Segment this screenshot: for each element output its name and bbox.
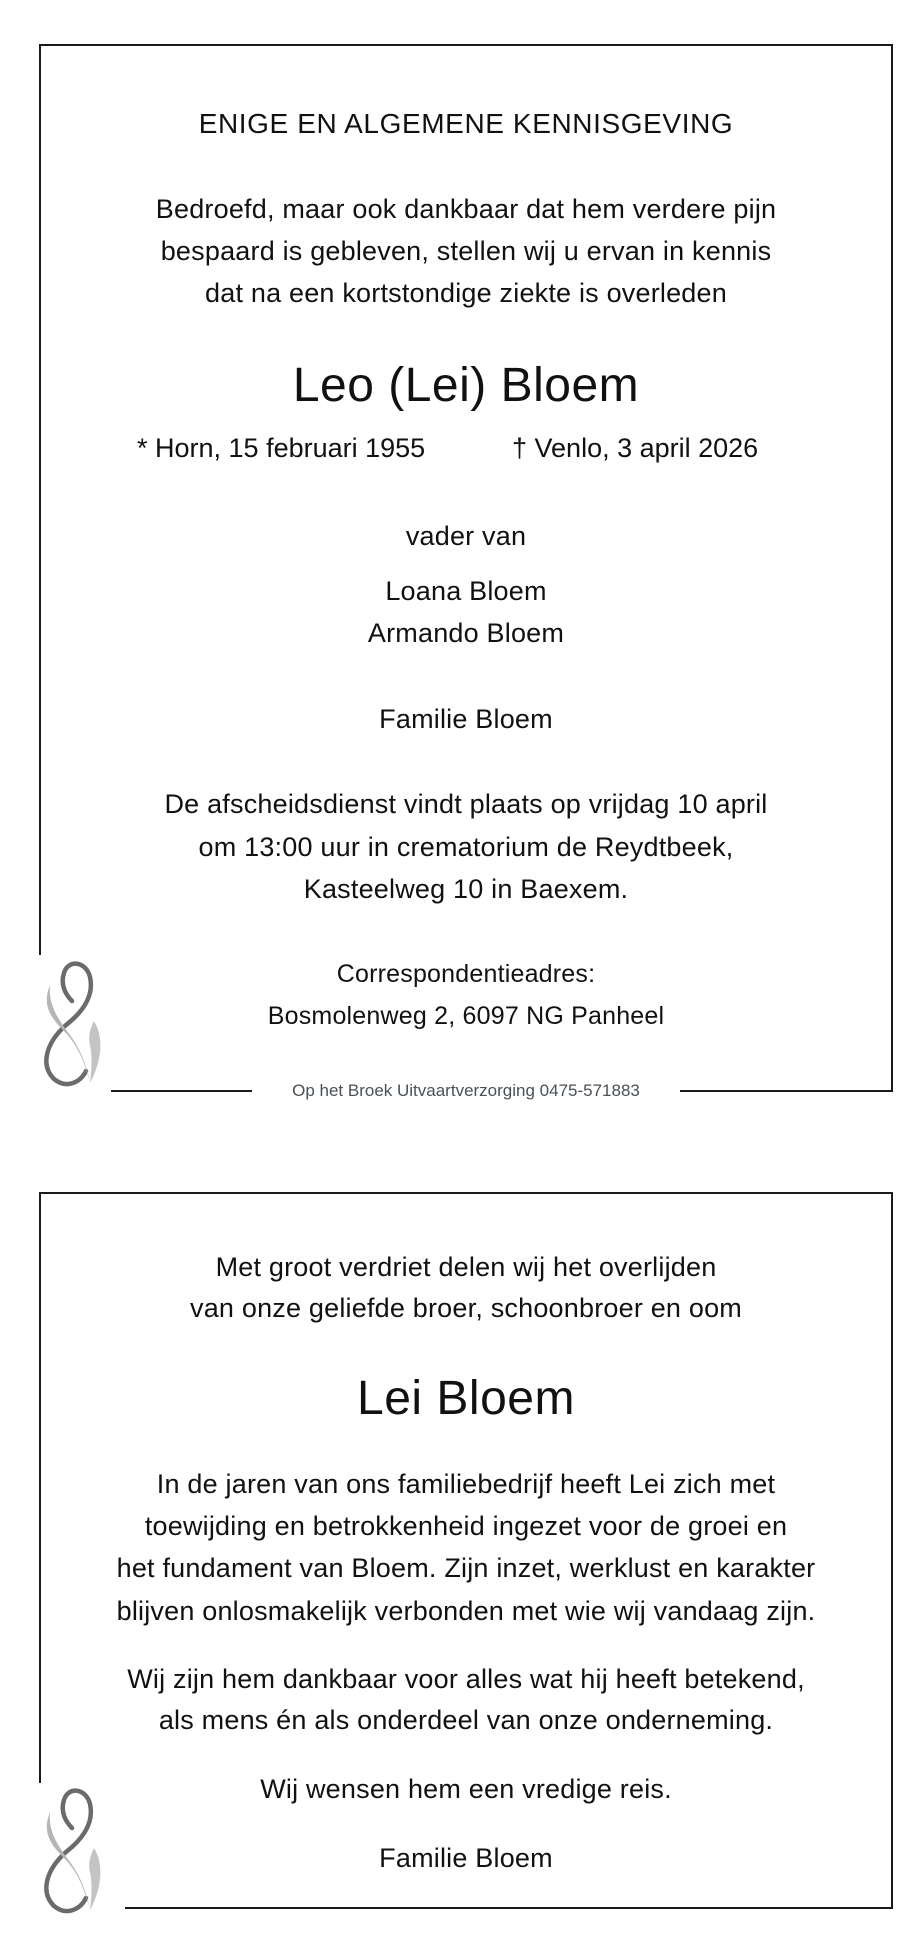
intro-line: van onze geliefde broer, schoonbroer en oom [190, 1293, 742, 1323]
intro-line: dat na een kortstondige ziekte is overleden [205, 278, 727, 308]
child-name: Loana Bloem [385, 576, 547, 606]
correspondence-address: Bosmolenweg 2, 6097 NG Panheel [267, 1002, 665, 1030]
notice-border-left [39, 44, 41, 955]
notice-heading: ENIGE EN ALGEMENE KENNISGEVING [198, 108, 734, 139]
notice-border-bottom-left [111, 1090, 252, 1092]
tribute-line: blijven onlosmakelijk verbonden met wie wij vandaag zijn. [116, 1596, 816, 1626]
gratitude-line: als mens én als onderdeel van onze onderneming. [158, 1705, 774, 1735]
birth-date: * Horn, 15 februari 1955 [137, 433, 426, 463]
funeral-home-footer: Op het Broek Uitvaartverzorging 0475-571883 [292, 1081, 640, 1100]
deceased-name: Leo (Lei) Bloem [292, 359, 640, 412]
relation-label: vader van [405, 521, 527, 551]
service-line: om 13:00 uur in crematorium de Reydtbeek, [198, 832, 734, 862]
service-line: Kasteelweg 10 in Baexem. [303, 874, 629, 904]
tribute-line: In de jaren van ons familiebedrijf heeft Lei zich met [156, 1469, 776, 1499]
tribute-line: het fundament van Bloem. Zijn inzet, werklust en karakter [116, 1553, 816, 1583]
ampersand-flame-logo-icon [36, 1782, 108, 1914]
notice-border-top [39, 1192, 893, 1194]
child-name: Armando Bloem [367, 618, 565, 648]
dates-row [39, 435, 893, 467]
intro-line: Met groot verdriet delen wij het overlijden [215, 1252, 717, 1282]
death-date: † Venlo, 3 april 2026 [512, 433, 759, 463]
farewell-line: Wij wensen hem een vredige reis. [260, 1774, 672, 1804]
service-line: De afscheidsdienst vindt plaats op vrijdag 10 april [164, 789, 768, 819]
deceased-name: Lei Bloem [357, 1372, 575, 1425]
ampersand-flame-logo-icon [36, 955, 108, 1087]
family-signature: Familie Bloem [379, 704, 553, 734]
notice-border-top [39, 44, 893, 46]
notice-border-bottom-right [680, 1090, 893, 1092]
family-signature: Familie Bloem [379, 1843, 553, 1873]
correspondence-label: Correspondentieadres: [336, 960, 596, 988]
tribute-line: toewijding en betrokkenheid ingezet voor de groei en [144, 1511, 788, 1541]
intro-line: bespaard is gebleven, stellen wij u ervan in kennis [160, 236, 772, 266]
notice-border-bottom [125, 1907, 893, 1909]
intro-line: Bedroefd, maar ook dankbaar dat hem verdere pijn [155, 194, 777, 224]
gratitude-line: Wij zijn hem dankbaar voor alles wat hij heeft betekend, [127, 1664, 805, 1694]
